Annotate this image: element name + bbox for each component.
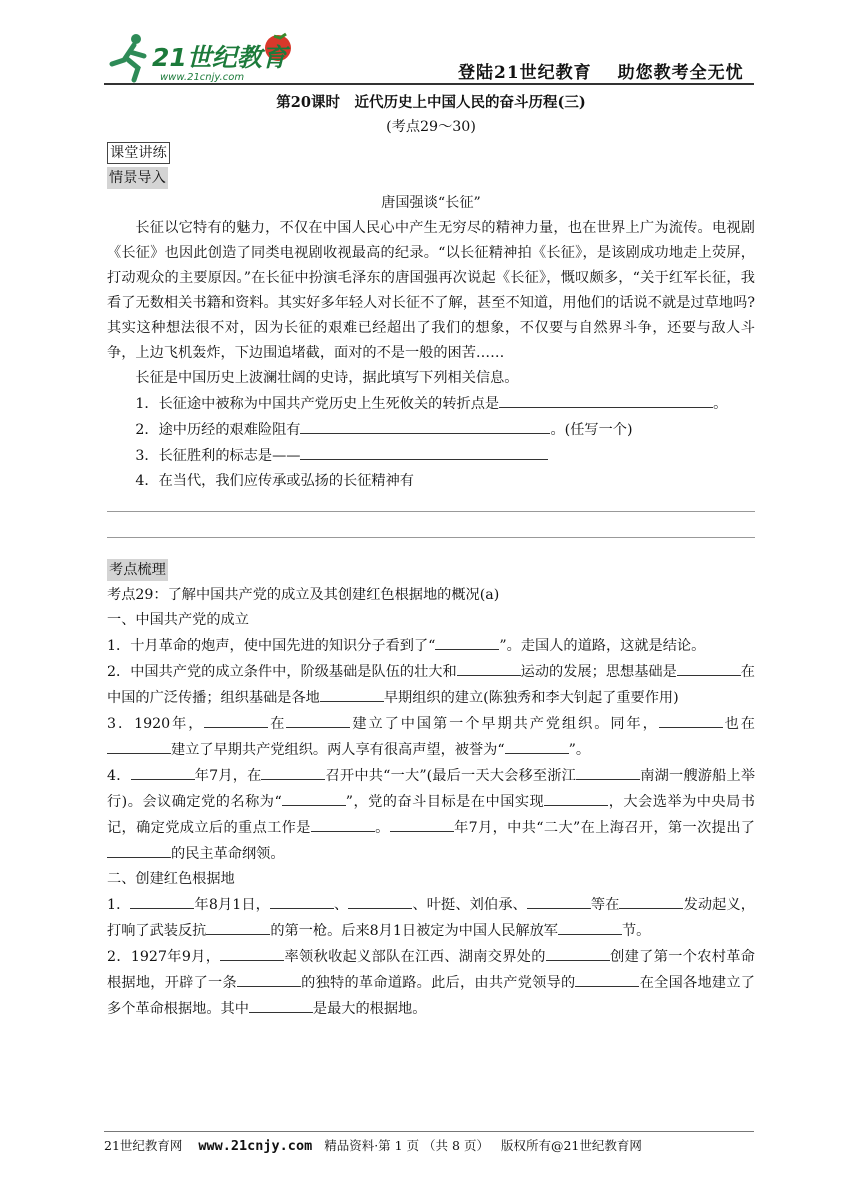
section-classroom-label: 课堂讲练 (107, 142, 170, 164)
question-2: 2．途中历经的艰难险阻有 。(任写一个) (107, 417, 755, 443)
answer-blank[interactable] (261, 763, 325, 780)
part-2-heading: 二、创建红色根据地 (107, 871, 235, 887)
slogan-left: 登陆21世纪教育 (458, 63, 592, 83)
answer-blank[interactable] (300, 417, 550, 434)
page-title: 第20课时 近代历史上中国人民的奋斗历程(三) (276, 94, 586, 111)
answer-blank[interactable] (546, 944, 610, 961)
header-divider (104, 83, 754, 85)
logo-url: www.21cnjy.com (160, 72, 245, 83)
answer-blank[interactable] (107, 841, 171, 858)
document-body (107, 86, 755, 1022)
answer-blank[interactable] (204, 711, 268, 728)
answer-blank[interactable] (300, 443, 548, 460)
answer-blank[interactable] (659, 711, 723, 728)
answer-blank[interactable] (130, 892, 194, 909)
footer-copyright: 版权所有@21世纪教育网 (500, 1138, 642, 1153)
answer-blank[interactable] (237, 970, 301, 987)
item-2: 2．中国共产党的成立条件中，阶级基础是队伍的壮大和 运动的发展；思想基础是 在中国的广泛传播；组织基础是各地 早期组织的建立(陈独秀和李大钊起了重要作用) (107, 659, 755, 711)
answer-blank[interactable] (270, 892, 334, 909)
answer-blank[interactable] (320, 685, 384, 702)
footer-divider (104, 1131, 754, 1132)
answer-blank[interactable] (286, 711, 350, 728)
answer-blank[interactable] (499, 391, 713, 408)
question-1: 1．长征途中被称为中国共产党历史上生死攸关的转折点是 。 (107, 391, 755, 417)
answer-blank[interactable] (505, 737, 569, 754)
answer-blank[interactable] (311, 815, 375, 832)
logo-text: 21世纪教育 (152, 43, 287, 72)
red-base-item-1: 1． 年8月1日， 、 、叶挺、刘伯承、 等在 发动起义，打响了武装反抗 的第一枪。后来8月1日被定为中国人民解放军 节。 (107, 892, 755, 944)
answer-blank[interactable] (435, 633, 499, 650)
answer-blank[interactable] (544, 789, 608, 806)
page-subtitle: (考点29～30) (386, 119, 476, 135)
answer-blank[interactable] (619, 892, 683, 909)
answer-blank[interactable] (220, 944, 284, 961)
section-points-label: 考点梳理 (107, 559, 168, 581)
answer-blank[interactable] (677, 659, 741, 676)
section-intro-label: 情景导入 (107, 167, 168, 189)
red-base-item-2: 2．1927年9月， 率领秋收起义部队在江西、湖南交界处的 创建了第一个农村革命根据地，开辟了一条 的独特的革命道路。此后，由共产党领导的 在全国各地建立了多个革命根据地。其中 是最大的根据地。 (107, 944, 755, 1022)
page-footer (104, 1136, 754, 1154)
answer-blank[interactable] (575, 970, 639, 987)
slogan-right: 助您教考全无忧 (617, 63, 744, 83)
page-header (0, 0, 860, 90)
answer-blank[interactable] (249, 996, 313, 1013)
question-3: 3．长征胜利的标志是—— (107, 443, 755, 469)
answer-blank[interactable] (206, 918, 270, 935)
footer-site-name: 21世纪教育网 (104, 1138, 183, 1153)
instruction-text: 长征是中国历史上波澜壮阔的史诗，据此填写下列相关信息。 (135, 370, 519, 386)
story-title: 唐国强谈“长征” (381, 195, 481, 211)
answer-blank[interactable] (558, 918, 622, 935)
item-1: 1．十月革命的炮声，使中国先进的知识分子看到了“ ”。走国人的道路，这就是结论。 (107, 633, 755, 659)
footer-page-info: 精品资料·第 1 页 （共 8 页） (324, 1138, 489, 1153)
footer-site-url[interactable]: www.21cnjy.com (198, 1138, 313, 1154)
item-3: 3．1920年， 在 建立了中国第一个早期共产党组织。同年， 也在建立了早期共产党组织。两人享有很高声望，被誉为“ ”。 (107, 711, 755, 763)
header-slogan (458, 58, 744, 83)
answer-blank[interactable] (576, 763, 640, 780)
answer-blank[interactable] (131, 763, 195, 780)
logo (104, 30, 304, 85)
story-paragraph: 长征以它特有的魅力，不仅在中国人民心中产生无穷尽的精神力量，也在世界上广为流传。电视剧《长征》也因此创造了同类电视剧收视最高的纪录。“以长征精神拍《长征》，是该剧成功地走上荧屏，打动观众的主要原因。”在长征中扮演毛泽东的唐国强再次说起《长征》，慨叹颇多，“关于红军长征，我看了无数相关书籍和资料。其实好多年轻人对长征不了解，甚至不知道，用他们的话说不就是过草地吗?其实这种想法很不对，因为长征的艰难已经超出了我们的想象，不仅要与自然界斗争，还要与敌人斗争，上边飞机轰炸，下边围追堵截，面对的不是一般的困苦…… (107, 220, 755, 361)
answer-blank[interactable] (107, 737, 171, 754)
question-4: 4．在当代，我们应传承或弘扬的长征精神有 (135, 473, 414, 489)
runner-icon (112, 34, 144, 80)
answer-line[interactable] (107, 512, 755, 538)
item-4: 4． 年7月，在 召开中共“一大”(最后一天大会移至浙江 南湖一艘游船上举行)。会议确定党的名称为“ ”，党的奋斗目标是在中国实现 ，大会选举为中央局书记，确定党成立后的重点工作是 。 年7月，中共“二大”在上海召开，第一次提出了的民主革命纲领。 (107, 763, 755, 867)
point-29-heading: 考点29：了解中国共产党的成立及其创建红色根据地的概况(a) (107, 587, 500, 603)
answer-blank[interactable] (348, 892, 412, 909)
answer-blank[interactable] (282, 789, 346, 806)
answer-blank[interactable] (527, 892, 591, 909)
answer-blank[interactable] (457, 659, 521, 676)
part-1-heading: 一、中国共产党的成立 (107, 612, 249, 628)
answer-blank[interactable] (390, 815, 454, 832)
